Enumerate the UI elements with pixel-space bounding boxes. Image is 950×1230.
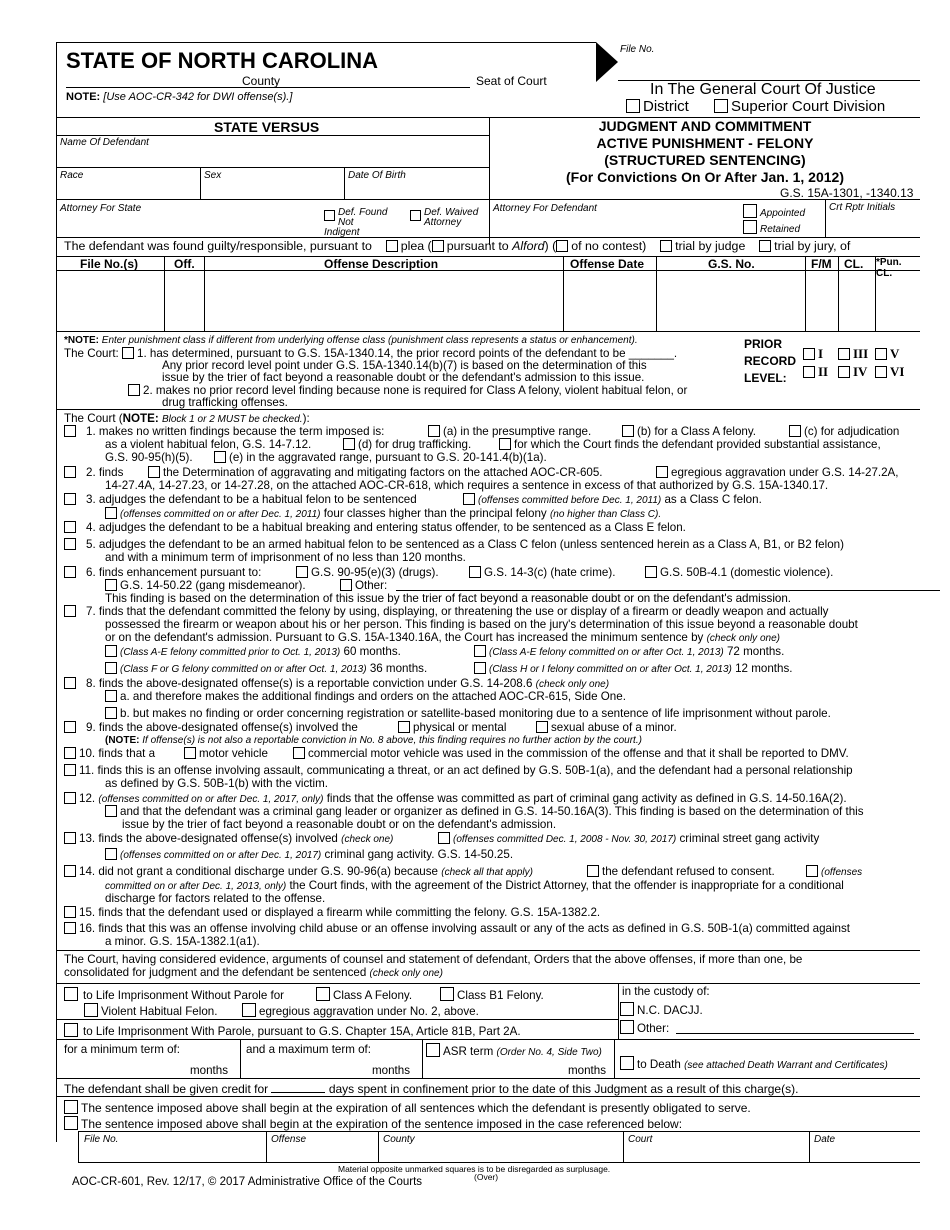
finding-7: 7. finds that the defendant committed the felony by using, displaying, or threatening the use or display of a firearm or deadly weapon and actually <box>64 605 828 618</box>
finding-3a: (offenses committed before Dec. 1, 2011) as a Class C felon. <box>463 493 762 507</box>
no-contest-checkbox[interactable] <box>556 240 568 252</box>
lwop-bottom <box>56 1019 618 1020</box>
level-iv-checkbox[interactable] <box>838 366 850 378</box>
begin-ref-option: The sentence imposed above shall begin at the expiration of the sentence imposed in the case referenced below: <box>64 1116 682 1131</box>
ref-file-label: File No. <box>84 1134 119 1145</box>
asr-option: ASR term (Order No. 4, Side Two) <box>426 1043 602 1059</box>
crt-divider <box>825 199 826 237</box>
findings-bottom <box>56 950 920 951</box>
finding-10a-checkbox[interactable] <box>184 747 196 759</box>
term-top <box>56 1039 920 1040</box>
finding-6c: G.S. 50B-4.1 (domestic violence). <box>645 566 833 579</box>
file-arrow-icon <box>596 42 618 82</box>
versus-line <box>56 135 489 136</box>
finding-16-checkbox[interactable] <box>64 922 76 934</box>
asr-months: months <box>568 1064 607 1077</box>
finding-9-checkbox[interactable] <box>64 721 76 733</box>
finding-2-checkbox[interactable] <box>64 466 76 478</box>
retained-option[interactable]: Retained <box>743 220 800 235</box>
top-border <box>56 42 596 43</box>
finding-1-l2a: as a violent habitual felon, G.S. 14-7.12. <box>105 438 312 451</box>
min-term-label: for a minimum term of: <box>64 1043 180 1056</box>
level-ii-checkbox[interactable] <box>803 366 815 378</box>
egr-checkbox[interactable] <box>242 1003 256 1017</box>
crt-rptr-label: Crt Rptr Initials <box>829 202 896 213</box>
finding-2b-checkbox[interactable] <box>656 466 668 478</box>
prior-levels: I III V II IV VI <box>803 345 904 381</box>
finding-9a: physical or mental <box>398 721 506 734</box>
district-option[interactable]: District <box>626 98 689 115</box>
egr-option: egregious aggravation under No. 2, above. <box>242 1003 479 1018</box>
appointed-option[interactable]: Appointed <box>743 204 805 219</box>
finding-14-l2: committed on or after Dec. 1, 2013, only) the Court finds, with the agreement of the District Attorney, that the offender is inappropriate for a conditional <box>105 879 844 892</box>
county-label: County <box>242 74 281 88</box>
sentence-intro-2: consolidated for judgment and the defendant be sentenced (check only one) <box>64 966 443 979</box>
findings-intro: The Court (NOTE: Block 1 or 2 MUST be checked.): <box>64 412 310 425</box>
finding-11: 11. finds this is an offense involving assault, communicating a threat, or an act defined by G.S. 50B-1(a), and the defendant had a personal relationship <box>64 764 853 777</box>
asr-checkbox[interactable] <box>426 1043 440 1057</box>
table-bottom <box>56 331 920 332</box>
finding-16-l2: a minor. G.S. 15A-1382.1(a1). <box>105 935 260 948</box>
finding-5-checkbox[interactable] <box>64 538 76 550</box>
pun-class-note: *NOTE: Enter punishment class if different from underlying offense class (punishment class represents a status or enhancement). <box>64 335 638 346</box>
finding-14a-checkbox[interactable] <box>587 865 599 877</box>
finding-14: 14. did not grant a conditional discharge under G.S. 90-96(a) because (check all that apply) <box>64 865 533 879</box>
appointed-checkbox[interactable] <box>743 204 757 218</box>
finding-14b-checkbox[interactable] <box>806 865 818 877</box>
finding-2: 2. finds <box>64 466 123 479</box>
court-label: In The General Court Of Justice <box>650 81 876 98</box>
finding-6b-checkbox[interactable] <box>469 566 481 578</box>
offense-table-row[interactable] <box>57 271 919 330</box>
finding-9a-checkbox[interactable] <box>398 721 410 733</box>
begin-all-checkbox[interactable] <box>64 1100 78 1114</box>
finding-1e-checkbox[interactable] <box>214 451 226 463</box>
seat-label: Seat of Court <box>476 74 547 88</box>
finding-15-checkbox[interactable] <box>64 906 76 918</box>
finding-12a: and that the defendant was a criminal gang leader or organizer as defined in G.S. 14-50.16A(3). This finding is based on the determination of this <box>105 805 864 818</box>
finding-7b: (Class A-E felony committed on or after Oct. 1, 2013) 72 months. <box>474 645 784 659</box>
finding-11-checkbox[interactable] <box>64 764 76 776</box>
finding-7a-checkbox[interactable] <box>105 645 117 657</box>
def-found-option[interactable]: Def. Found Not Indigent <box>324 207 388 238</box>
finding-10-checkbox[interactable] <box>64 747 76 759</box>
finding-7d-checkbox[interactable] <box>474 662 486 674</box>
finding-6b: G.S. 14-3(c) (hate crime). <box>469 566 615 579</box>
note-dwi: NOTE: [Use AOC-CR-342 for DWI offense(s).] <box>66 91 293 103</box>
finding-13b: (offenses committed on or after Dec. 1, 2017) criminal gang activity. G.S. 14-50.25. <box>105 848 513 862</box>
finding-1e: (e) in the aggravated range, pursuant to G.S. 20-141.4(b)(1a). <box>214 451 547 464</box>
finding-6d-checkbox[interactable] <box>105 579 117 591</box>
left-border <box>56 42 57 1142</box>
finding-2a-checkbox[interactable] <box>148 466 160 478</box>
finding-1-sub-checkbox[interactable] <box>499 438 511 450</box>
sentence-top <box>56 983 920 984</box>
credit-top <box>56 1078 920 1079</box>
finding-1a-checkbox[interactable] <box>428 425 440 437</box>
prior-item-1: The Court: 1. has determined, pursuant to G.S. 15A-1340.14, the prior record points of the defendant to be _______. <box>64 347 678 360</box>
ref-offense-label: Offense <box>271 1134 307 1145</box>
finding-2b: egregious aggravation under G.S. 14-27.2A, <box>656 466 899 479</box>
prior-item-1b: Any prior record level point under G.S. 15A-1340.14(b)(7) is based on the determination of this <box>162 359 647 372</box>
vhf-option: Violent Habitual Felon. <box>84 1003 217 1018</box>
class-a-option: Class A Felony. <box>316 987 412 1002</box>
class-b1-checkbox[interactable] <box>440 987 454 1001</box>
file-no-label: File No. <box>620 44 655 55</box>
min-divider <box>240 1039 241 1078</box>
finding-3-checkbox[interactable] <box>64 493 76 505</box>
finding-2-l2: 14-27.4A, 14-27.23, or 14-27.28, on the attached AOC-CR-618, which requires a sentence in excess of that authorized by G.S. 15A-1340.17. <box>105 479 829 492</box>
prior-item-1c: issue by the trier of fact beyond a reasonable doubt or the defendant's admission to this issue. <box>162 371 645 384</box>
finding-7a: (Class A-E felony committed prior to Oct. 1, 2013) 60 months. <box>105 645 401 659</box>
lwop-checkbox[interactable] <box>64 987 78 1001</box>
finding-11-l2: as defined by G.S. 50B-1(b) with the victim. <box>105 777 328 790</box>
begin-ref-checkbox[interactable] <box>64 1116 78 1130</box>
plea-top <box>56 237 920 238</box>
finding-6-checkbox[interactable] <box>64 566 76 578</box>
def-waived-checkbox[interactable] <box>410 210 421 221</box>
finding-1-checkbox[interactable] <box>64 425 76 437</box>
ref-county-label: County <box>383 1134 415 1145</box>
finding-13-checkbox[interactable] <box>64 832 76 844</box>
finding-6-other-field[interactable] <box>396 590 940 591</box>
race-label: Race <box>60 170 84 181</box>
begin-all-option: The sentence imposed above shall begin at the expiration of all sentences which the defendant is presently obligated to serve. <box>64 1100 751 1115</box>
finding-4-checkbox[interactable] <box>64 521 76 533</box>
custody-other-field[interactable] <box>676 1033 914 1034</box>
lwp-checkbox[interactable] <box>64 1023 78 1037</box>
finding-1-l3: G.S. 90-95(h)(5). <box>105 451 193 464</box>
finding-13a: (offenses committed Dec. 1, 2008 - Nov. 30, 2017) criminal street gang activity <box>438 832 819 846</box>
prior-item-2: 2. makes no prior record level finding because none is required for Class A felony, violent habitual felon, or <box>128 384 687 397</box>
finding-14-l3: discharge for factors related to the offense. <box>105 892 326 905</box>
min-months: months <box>190 1064 229 1077</box>
ref-div-3 <box>623 1131 624 1162</box>
offense-table-header: File No.(s) Off. Offense Description Offense Date G.S. No. F/M CL. *Pun. CL. <box>80 257 902 279</box>
credit-bottom <box>56 1096 920 1097</box>
dob-label: Date Of Birth <box>348 170 406 181</box>
superior-checkbox[interactable] <box>714 99 728 113</box>
atty-def-label: Attorney For Defendant <box>493 203 597 214</box>
ref-div-2 <box>378 1131 379 1162</box>
finding-1b-checkbox[interactable] <box>622 425 634 437</box>
plea-checkbox[interactable] <box>386 240 398 252</box>
ref-court-label: Court <box>628 1134 653 1145</box>
finding-9b-checkbox[interactable] <box>536 721 548 733</box>
class-a-checkbox[interactable] <box>316 987 330 1001</box>
finding-3a-checkbox[interactable] <box>463 493 475 505</box>
dacjj-option: N.C. DACJJ. <box>620 1002 703 1017</box>
level-vi-checkbox[interactable] <box>875 366 887 378</box>
finding-2a: the Determination of aggravating and mitigating factors on the attached AOC-CR-605. <box>148 466 603 479</box>
lwop-option: to Life Imprisonment Without Parole for <box>64 987 284 1002</box>
prior-2-checkbox[interactable] <box>128 384 140 396</box>
finding-12: 12. (offenses committed on or after Dec. 1, 2017, only) finds that the offense was committed as part of criminal gang activity as defined in G.S. 14-50.16A(2). <box>64 792 847 806</box>
finding-6d: G.S. 14-50.22 (gang misdemeanor). <box>105 579 306 592</box>
finding-6a-checkbox[interactable] <box>296 566 308 578</box>
death-checkbox[interactable] <box>620 1056 634 1070</box>
sentence-intro-1: The Court, having considered evidence, arguments of counsel and statement of defendant, Orders that the above offenses, if more than one, be <box>64 953 803 966</box>
finding-6a: G.S. 90-95(e)(3) (drugs). <box>296 566 439 579</box>
prior-level-label: PRIOR RECORD LEVEL: <box>744 337 797 385</box>
custody-divider <box>618 983 619 1039</box>
finding-6e: Other: <box>340 579 387 592</box>
finding-1-sub: for which the Court finds the defendant provided substantial assistance, <box>499 438 881 451</box>
sex-divider <box>344 167 345 199</box>
trial-jury-checkbox[interactable] <box>759 240 771 252</box>
finding-4: 4. adjudges the defendant to be a habitual breaking and entering status offender, to be sentenced as a Class E felon. <box>64 521 686 534</box>
credit-days-field[interactable] <box>271 1081 325 1093</box>
custody-other-checkbox[interactable] <box>620 1020 634 1034</box>
sex-label: Sex <box>204 170 222 181</box>
level-i-checkbox[interactable] <box>803 348 815 360</box>
finding-14a: the defendant refused to consent. <box>587 865 775 878</box>
finding-6c-checkbox[interactable] <box>645 566 657 578</box>
finding-8b: b. but makes no finding or order concerning registration or satellite-based monitoring due to a sentence of life imprisonment without parole. <box>105 707 831 720</box>
district-checkbox[interactable] <box>626 99 640 113</box>
finding-3b: (offenses committed on or after Dec. 1, 2011) four classes higher than the principal felony (no higher than Class C). <box>105 507 661 521</box>
death-option: to Death (see attached Death Warrant and Certificates) <box>620 1056 888 1072</box>
max-divider <box>422 1039 423 1078</box>
surplus-note: Material opposite unmarked squares is to be disregarded as surplusage. <box>338 1164 611 1174</box>
level-iii-checkbox[interactable] <box>838 348 850 360</box>
finding-7c-checkbox[interactable] <box>105 662 117 674</box>
death-divider <box>614 1039 615 1078</box>
superior-option[interactable]: Superior Court Division <box>714 98 885 115</box>
prior-bottom <box>56 409 920 410</box>
custody-other-option: Other: <box>620 1020 669 1035</box>
state-versus: STATE VERSUS <box>214 119 320 135</box>
finding-1d-checkbox[interactable] <box>343 438 355 450</box>
ref-top <box>78 1131 920 1132</box>
dacjj-checkbox[interactable] <box>620 1002 634 1016</box>
finding-6-basis: This finding is based on the determination of this issue by the trier of fact beyond a reasonable doubt or on the defendant's admission. <box>105 592 792 605</box>
name-line <box>56 167 489 168</box>
def-found-checkbox[interactable] <box>324 210 335 221</box>
custody-label: in the custody of: <box>622 985 710 998</box>
finding-8b-checkbox[interactable] <box>105 707 117 719</box>
finding-10b-checkbox[interactable] <box>293 747 305 759</box>
retained-checkbox[interactable] <box>743 220 757 234</box>
finding-7c: (Class F or G felony committed on or after Oct. 1, 2013) 36 months. <box>105 662 427 676</box>
prior-1-checkbox[interactable] <box>122 347 134 359</box>
finding-12a-checkbox[interactable] <box>105 805 117 817</box>
finding-3b-checkbox[interactable] <box>105 507 117 519</box>
finding-1d: (d) for drug trafficking. <box>343 438 471 451</box>
lwp-option: to Life Imprisonment With Parole, pursuant to G.S. Chapter 15A, Article 81B, Part 2A. <box>64 1023 521 1038</box>
finding-1c-checkbox[interactable] <box>789 425 801 437</box>
state-title: STATE OF NORTH CAROLINA <box>66 48 379 73</box>
finding-13a-checkbox[interactable] <box>438 832 450 844</box>
max-term-label: and a maximum term of: <box>246 1043 371 1056</box>
finding-7-l3: or on the defendant's admission. Pursuant to G.S. 15A-1340.16A, the Court has increased the minimum sentence by (check only one) <box>105 631 780 644</box>
finding-9b: sexual abuse of a minor. <box>536 721 677 734</box>
race-divider <box>200 167 201 199</box>
finding-9-note: (NOTE: If offense(s) is not also a reportable conviction in No. 8 above, this finding requires no further action by the court.) <box>105 735 642 746</box>
finding-1a: (a) in the presumptive range. <box>428 425 591 438</box>
ref-div-4 <box>809 1131 810 1162</box>
finding-5-l2: and with a minimum term of imprisonment of no less than 120 months. <box>105 551 466 564</box>
plea-line: The defendant was found guilty/responsible, pursuant to plea ( pursuant to Alford) ( of no contest) trial by judge trial by jury, of <box>64 239 851 253</box>
finding-13b-checkbox[interactable] <box>105 848 117 860</box>
finding-1c: (c) for adjudication <box>789 425 899 438</box>
finding-7-l2: possessed the firearm or weapon about his or her person. This finding is based on the jury's determination of this issue beyond a reasonable doubt <box>105 618 858 631</box>
finding-14b: (offenses <box>806 865 862 879</box>
finding-8a: a. and therefore makes the additional findings and orders on the attached AOC-CR-615, Side One. <box>105 690 626 703</box>
vhf-checkbox[interactable] <box>84 1003 98 1017</box>
finding-15: 15. finds that the defendant used or displayed a firearm while committing the felony. G.S. 15A-1382.2. <box>64 906 600 919</box>
alford-checkbox[interactable] <box>432 240 444 252</box>
finding-8-checkbox[interactable] <box>64 677 76 689</box>
max-months: months <box>372 1064 411 1077</box>
prior-item-2b: drug trafficking offenses. <box>162 396 288 409</box>
defendant-name-label: Name Of Defendant <box>60 137 149 148</box>
finding-1b: (b) for a Class A felony. <box>622 425 756 438</box>
finding-7b-checkbox[interactable] <box>474 645 486 657</box>
ref-date-label: Date <box>814 1134 836 1145</box>
finding-8a-checkbox[interactable] <box>105 690 117 702</box>
trial-judge-checkbox[interactable] <box>660 240 672 252</box>
finding-1: 1. makes no written findings because the term imposed is: <box>64 425 384 438</box>
finding-3: 3. adjudges the defendant to be a habitual felon to be sentenced <box>64 493 417 506</box>
title-gs: G.S. 15A-1301, -1340.13 <box>780 186 914 200</box>
finding-14-checkbox[interactable] <box>64 865 76 877</box>
level-v-checkbox[interactable] <box>875 348 887 360</box>
finding-9: 9. finds the above-designated offense(s) involved the <box>64 721 358 734</box>
ref-left <box>78 1131 79 1162</box>
finding-7-checkbox[interactable] <box>64 605 76 617</box>
def-waived-option[interactable]: Def. Waived Attorney <box>410 208 478 228</box>
finding-6e-checkbox[interactable] <box>340 579 352 591</box>
form-id: AOC-CR-601, Rev. 12/17, © 2017 Administrative Office of the Courts <box>72 1176 423 1188</box>
finding-10: 10. finds that a <box>64 747 155 760</box>
finding-6: 6. finds enhancement pursuant to: <box>64 566 261 579</box>
ref-bottom <box>78 1162 920 1163</box>
finding-13: 13. finds the above-designated offense(s) involved (check one) <box>64 832 393 846</box>
finding-7d: (Class H or I felony committed on or after Oct. 1, 2013) 12 months. <box>474 662 792 676</box>
class-b1-option: Class B1 Felony. <box>440 987 544 1002</box>
form-title: JUDGMENT AND COMMITMENT ACTIVE PUNISHMENT - FELONY (STRUCTURED SENTENCING) (For Convictions On Or After Jan. 1, 2012) <box>566 118 844 185</box>
finding-16: 16. finds that this was an offense involving child abuse or an offense involving assault or any of the acts as defined in G.S. 50B-1(a) committed against <box>64 922 850 935</box>
finding-12-l3: issue by the trier of fact beyond a reasonable doubt or on the defendant's admission. <box>122 818 557 831</box>
credit-line: The defendant shall be given credit for days spent in confinement prior to the date of this Judgment as a result of this charge(s). <box>64 1082 799 1096</box>
finding-12-checkbox[interactable] <box>64 792 76 804</box>
finding-10b: commercial motor vehicle was used in the commission of the offense and that it shall be reported to DMV. <box>293 747 849 760</box>
ref-div-1 <box>266 1131 267 1162</box>
finding-10a: motor vehicle <box>184 747 268 760</box>
finding-5: 5. adjudges the defendant to be an armed habitual felon to be sentenced as a Class C felon (unless sentenced herein as a Class A, B1, or B2 felon) <box>64 538 844 551</box>
over-note: (Over) <box>474 1172 499 1182</box>
atty-state-label: Attorney For State <box>60 203 142 214</box>
finding-8: 8. finds the above-designated offense(s) is a reportable conviction under G.S. 14-208.6 (check only one) <box>64 677 609 691</box>
